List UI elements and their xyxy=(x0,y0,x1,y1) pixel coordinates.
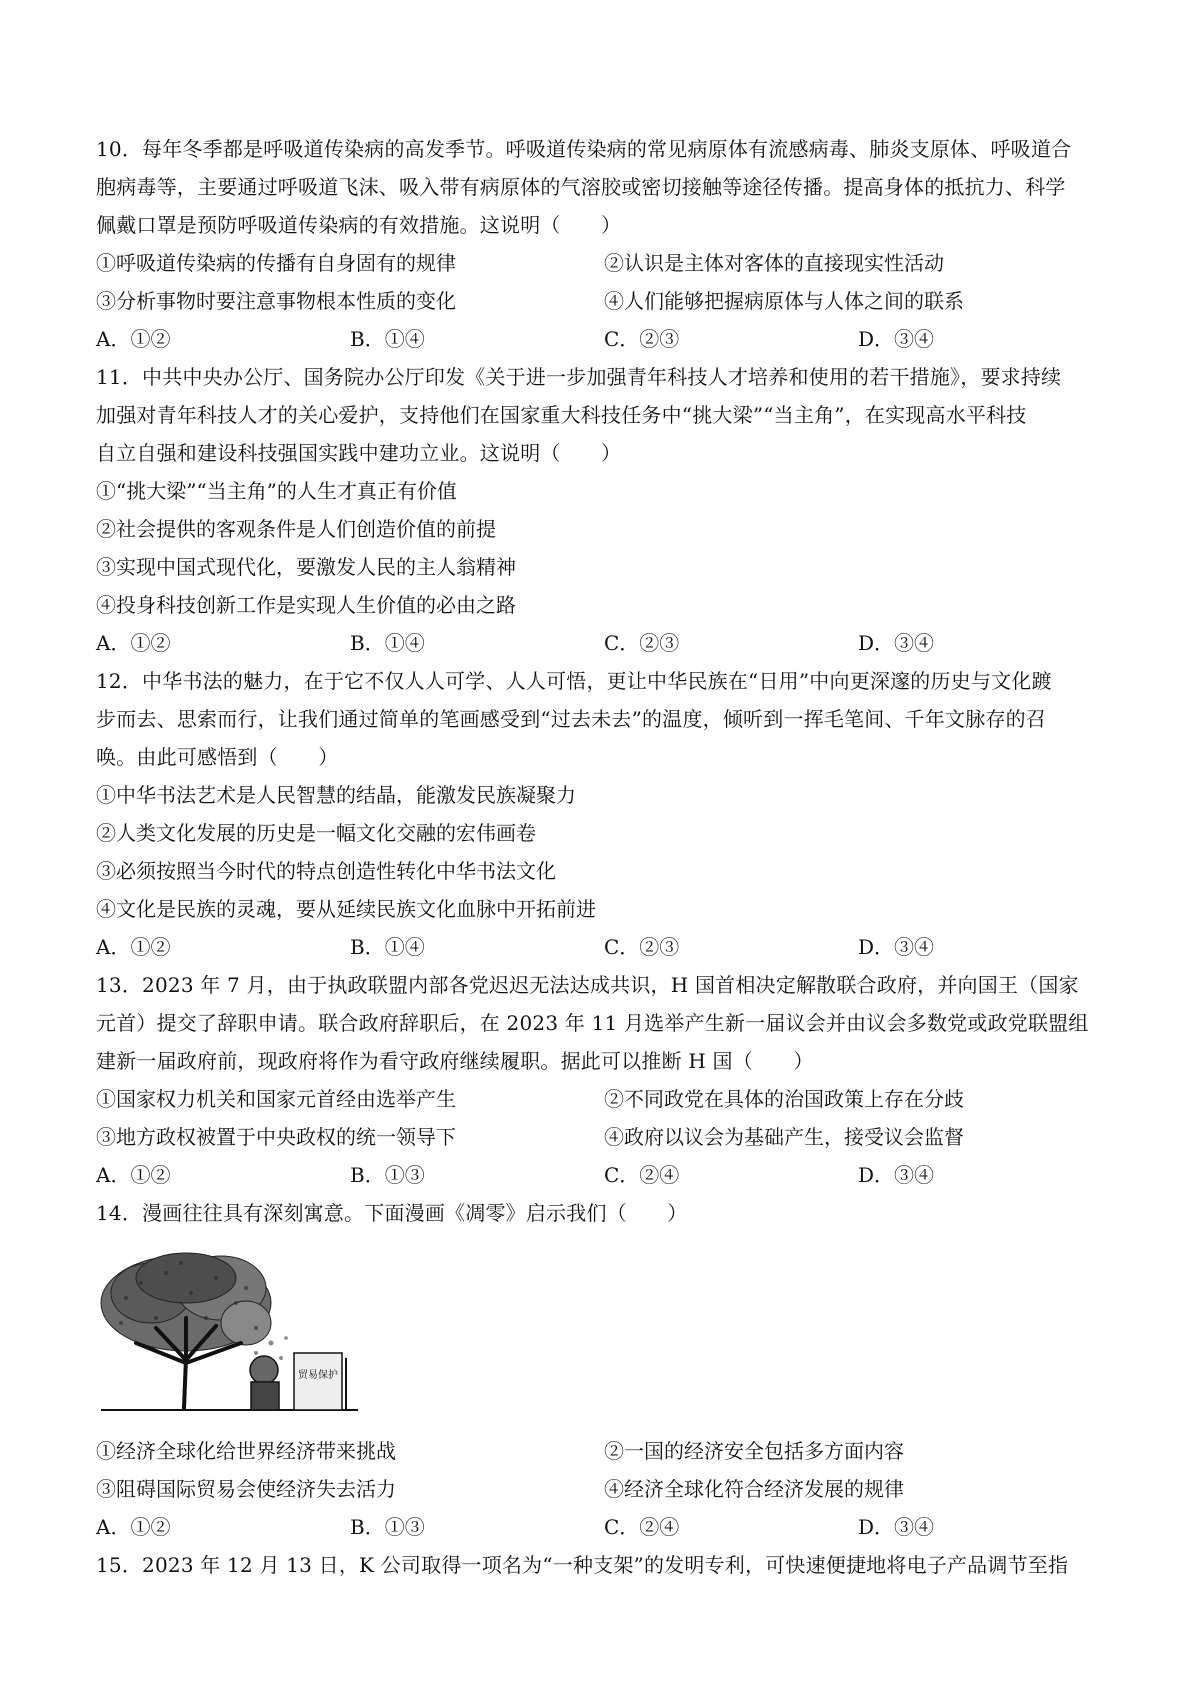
answer-b: B．①③ xyxy=(350,1163,425,1187)
option-4: ④经济全球化符合经济发展的规律 xyxy=(604,1477,904,1501)
question-text-line: 建新一届政府前，现政府将作为看守政府继续履职。据此可以推断 H 国（ ） xyxy=(96,1049,814,1073)
question-text-line: 12．中华书法的魅力，在于它不仅人人可学、人人可悟，更让中华民族在“日用”中向更深邃的历史与文化踱 xyxy=(96,669,1052,693)
answer-a: A．①② xyxy=(96,631,171,655)
answer-b: B．①④ xyxy=(350,935,425,959)
figure-person xyxy=(250,1356,279,1410)
option-2: ②认识是主体对客体的直接现实性活动 xyxy=(604,251,944,275)
question-text-line: 10．每年冬季都是呼吸道传染病的高发季节。呼吸道传染病的常见病原体有流感病毒、肺炎支原体、呼吸道合 xyxy=(96,137,1072,161)
question-text-line: 胞病毒等，主要通过呼吸道飞沫、吸入带有病原体的气溶胶或密切接触等途径传播。提高身体的抵抗力、科学 xyxy=(96,175,1066,199)
option-row xyxy=(96,282,1112,320)
option-3: ③阻碍国际贸易会使经济失去活力 xyxy=(96,1477,396,1501)
option-1: ①中华书法艺术是人民智慧的结晶，能激发民族凝聚力 xyxy=(96,783,576,807)
question-13 xyxy=(96,966,1112,1194)
answer-c: C．②③ xyxy=(604,631,680,655)
question-15 xyxy=(96,1546,1112,1584)
answer-d: D．③④ xyxy=(858,1163,935,1187)
question-text-line: 14．漫画往往具有深刻寓意。下面漫画《凋零》启示我们（ ） xyxy=(96,1201,688,1225)
question-10 xyxy=(96,130,1112,358)
answer-d: D．③④ xyxy=(858,327,935,351)
option-4: ④文化是民族的灵魂，要从延续民族文化血脉中开拓前进 xyxy=(96,897,596,921)
question-text-line: 13．2023 年 7 月，由于执政联盟内部各党迟迟无法达成共识，H 国首相决定解散联合政府，并向国王（国家 xyxy=(96,973,1079,997)
option-row xyxy=(96,244,1112,282)
question-11 xyxy=(96,358,1112,662)
option-3: ③分析事物时要注意事物根本性质的变化 xyxy=(96,289,456,313)
question-text-line: 唤。由此可感悟到（ ） xyxy=(96,745,339,769)
option-1: ①经济全球化给世界经济带来挑战 xyxy=(96,1439,396,1463)
answer-row xyxy=(96,624,1112,662)
option-1: ①呼吸道传染病的传播有自身固有的规律 xyxy=(96,251,456,275)
answer-row xyxy=(96,1508,1112,1546)
option-4: ④投身科技创新工作是实现人生价值的必由之路 xyxy=(96,593,516,617)
option-2: ②不同政党在具体的治国政策上存在分歧 xyxy=(604,1087,964,1111)
cartoon-figure xyxy=(96,1232,1112,1432)
question-text-line: 步而去、思索而行，让我们通过简单的笔画感受到“过去未去”的温度，倾听到一挥毛笔间、千年文脉存的召 xyxy=(96,707,1047,731)
option-3: ③必须按照当今时代的特点创造性转化中华书法文化 xyxy=(96,859,556,883)
question-text-line: 元首）提交了辞职申请。联合政府辞职后，在 2023 年 11 月选举产生新一届议会并由议会多数党或政党联盟组 xyxy=(96,1011,1089,1035)
answer-d: D．③④ xyxy=(858,631,935,655)
question-text-line: 15．2023 年 12 月 13 日，K 公司取得一项名为“一种支架”的发明专利，可快速便捷地将电子产品调节至指 xyxy=(96,1553,1069,1577)
option-3: ③地方政权被置于中央政权的统一领导下 xyxy=(96,1125,456,1149)
answer-row xyxy=(96,928,1112,966)
cartoon-withering-tree-image xyxy=(96,1248,376,1418)
answer-b: B．①④ xyxy=(350,631,425,655)
option-2: ②人类文化发展的历史是一幅文化交融的宏伟画卷 xyxy=(96,821,536,845)
option-1: ①国家权力机关和国家元首经由选举产生 xyxy=(96,1087,456,1111)
answer-c: C．②④ xyxy=(604,1515,680,1539)
answer-row xyxy=(96,1156,1112,1194)
answer-c: C．②③ xyxy=(604,935,680,959)
answer-d: D．③④ xyxy=(858,935,935,959)
option-4: ④人们能够把握病原体与人体之间的联系 xyxy=(604,289,964,313)
option-row xyxy=(96,1118,1112,1156)
option-row xyxy=(96,1080,1112,1118)
option-2: ②一国的经济安全包括多方面内容 xyxy=(604,1439,904,1463)
question-text-line: 佩戴口罩是预防呼吸道传染病的有效措施。这说明（ ） xyxy=(96,213,622,237)
option-row xyxy=(96,1432,1112,1470)
option-2: ②社会提供的客观条件是人们创造价值的前提 xyxy=(96,517,496,541)
exam-page xyxy=(96,130,1112,1584)
question-text-line: 自立自强和建设科技强国实践中建功立业。这说明（ ） xyxy=(96,441,622,465)
answer-a: A．①② xyxy=(96,1163,171,1187)
question-text-line: 11．中共中央办公厅、国务院办公厅印发《关于进一步加强青年科技人才培养和使用的若干措施》，要求持续 xyxy=(96,365,1062,389)
answer-d: D．③④ xyxy=(858,1515,935,1539)
option-row xyxy=(96,1470,1112,1508)
question-text-line: 加强对青年科技人才的关心爱护，支持他们在国家重大科技任务中“挑大梁”“当主角”，在实现高水平科技 xyxy=(96,403,1027,427)
option-1: ①“挑大梁”“当主角”的人生才真正有价值 xyxy=(96,479,457,503)
answer-a: A．①② xyxy=(96,935,171,959)
cartoon-label-text: 贸易保护 xyxy=(298,1370,338,1381)
answer-c: C．②③ xyxy=(604,327,680,351)
option-3: ③实现中国式现代化，要激发人民的主人翁精神 xyxy=(96,555,516,579)
answer-c: C．②④ xyxy=(604,1163,680,1187)
question-12 xyxy=(96,662,1112,966)
answer-row xyxy=(96,320,1112,358)
option-4: ④政府以议会为基础产生，接受议会监督 xyxy=(604,1125,964,1149)
answer-b: B．①④ xyxy=(350,327,425,351)
question-14 xyxy=(96,1194,1112,1546)
answer-b: B．①③ xyxy=(350,1515,425,1539)
answer-a: A．①② xyxy=(96,1515,171,1539)
answer-a: A．①② xyxy=(96,327,171,351)
